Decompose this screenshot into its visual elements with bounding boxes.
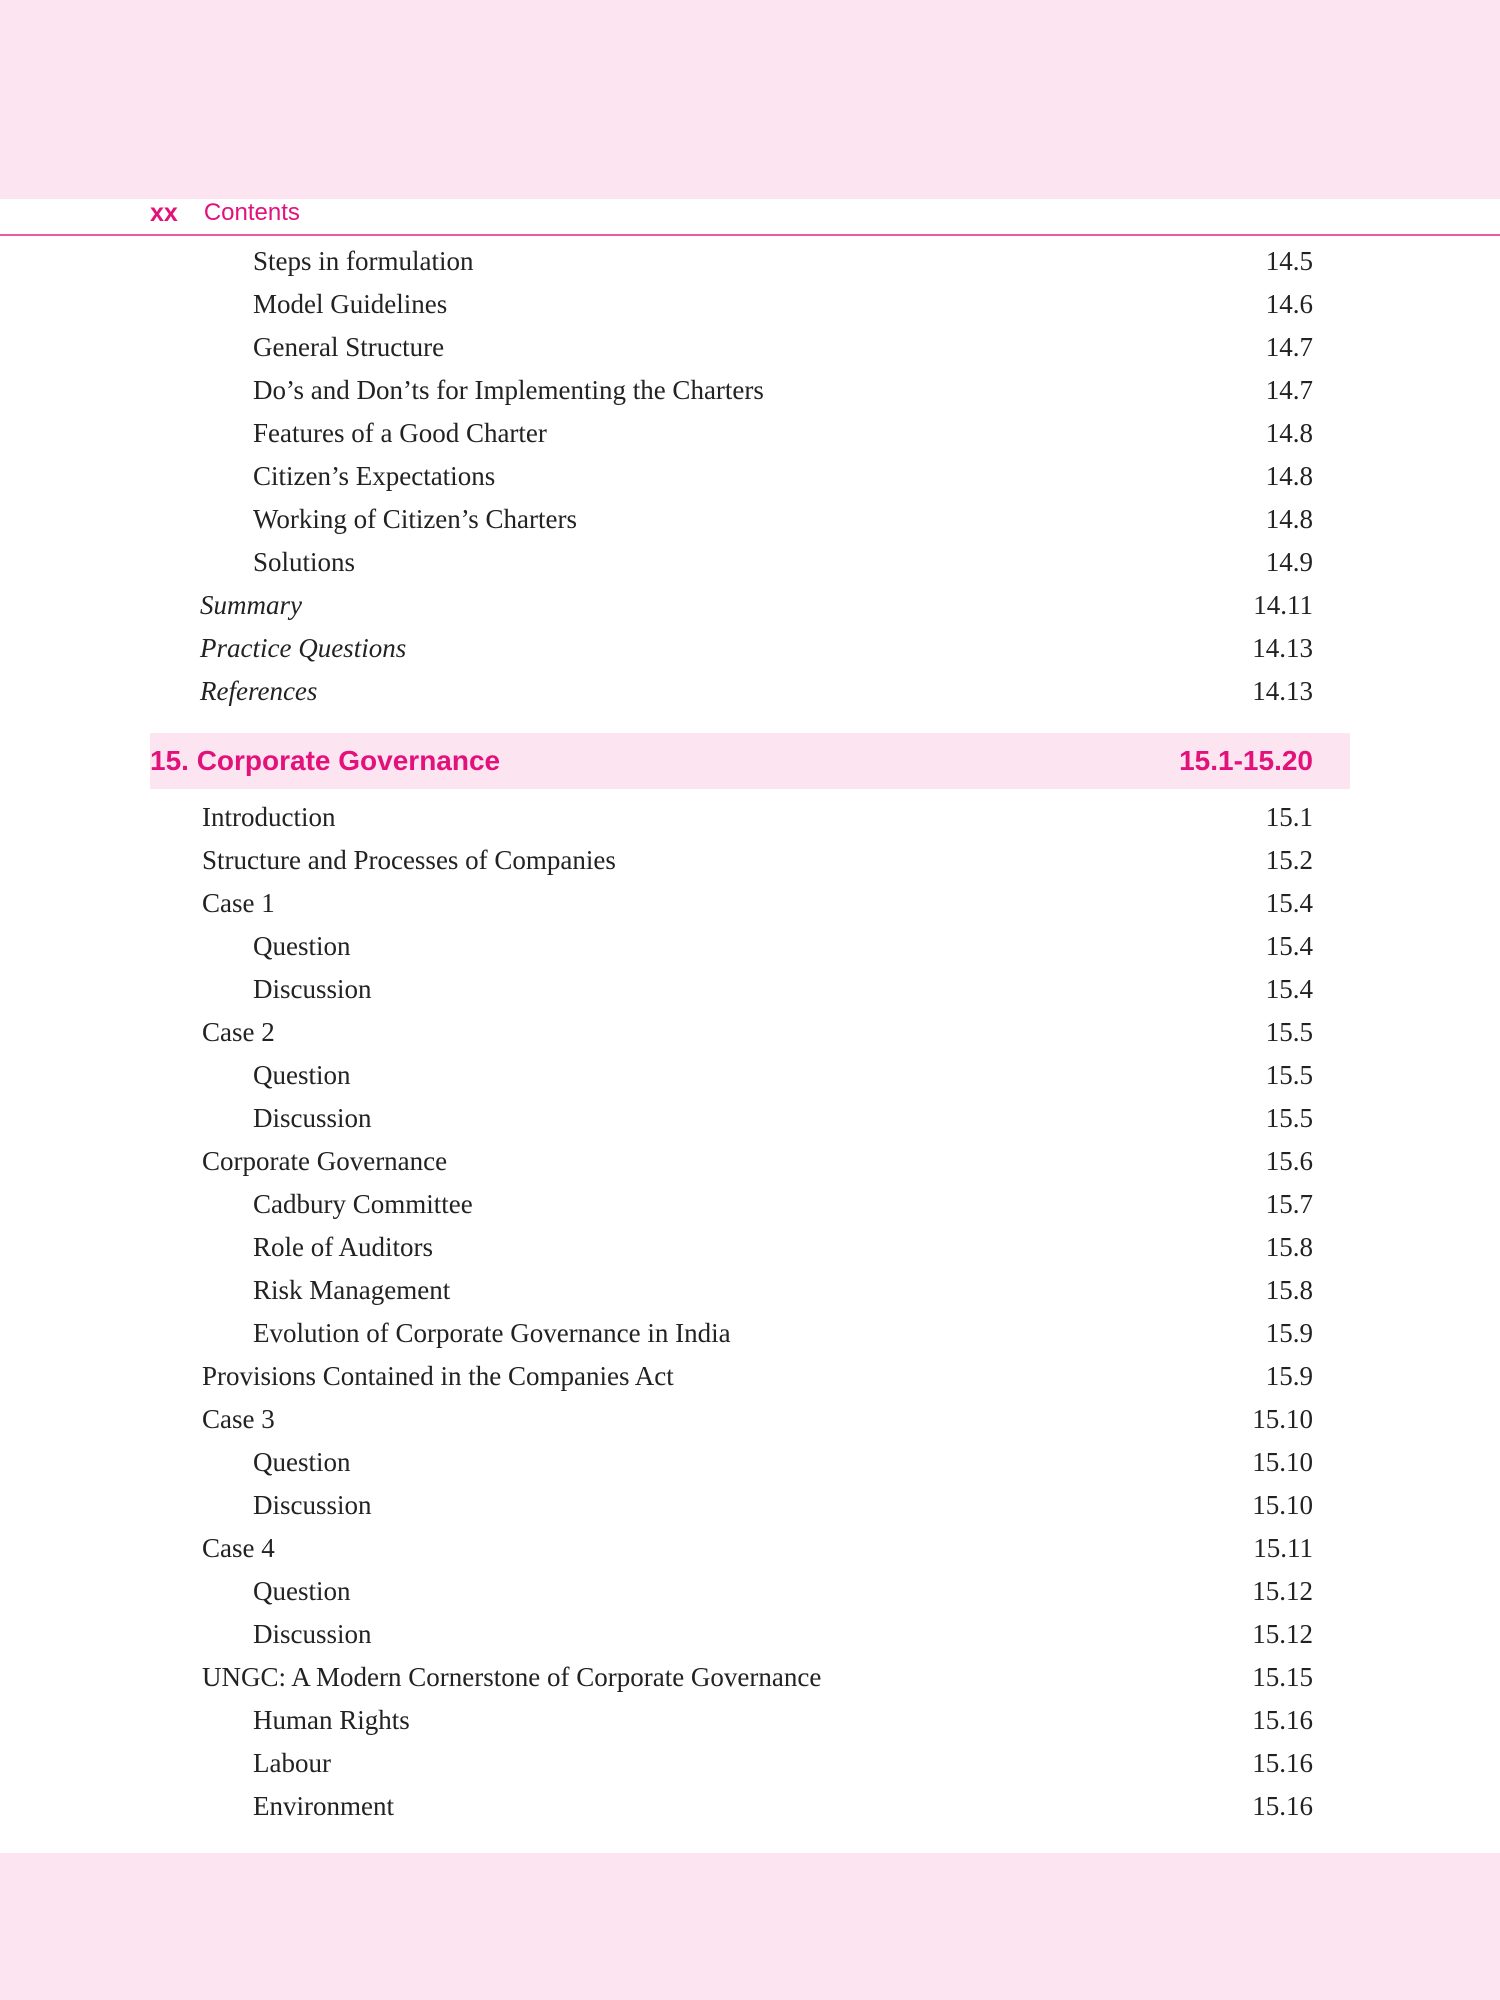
toc-entry[interactable]: [253, 240, 1313, 283]
toc-entry[interactable]: [202, 1140, 1313, 1183]
toc-entry-page: 15.8: [1265, 1232, 1313, 1262]
toc-entry-page: 14.5: [1265, 246, 1313, 276]
toc-entry[interactable]: [202, 1398, 1313, 1441]
chapter-title: 15. Corporate Governance: [150, 745, 501, 776]
toc-entry-label: Features of a Good Charter: [253, 418, 547, 448]
toc-entry[interactable]: [253, 369, 1313, 412]
toc-entry-label: Discussion: [253, 1103, 372, 1133]
toc-entry-practice-questions[interactable]: [200, 627, 1313, 670]
toc-entry[interactable]: [253, 412, 1313, 455]
toc-entry-label: Case 3: [202, 1404, 275, 1434]
toc-entry[interactable]: [202, 839, 1313, 882]
toc-entry-label: Question: [253, 1576, 351, 1606]
toc-entry-label: Practice Questions: [200, 633, 407, 663]
toc-entry-page: 15.5: [1265, 1017, 1313, 1047]
toc-entry[interactable]: [202, 1011, 1313, 1054]
toc-entry-label: Cadbury Committee: [253, 1189, 473, 1219]
toc-entry-page: 14.8: [1265, 418, 1313, 448]
toc-entry[interactable]: [202, 1355, 1313, 1398]
toc-entry-label: Case 4: [202, 1533, 275, 1563]
toc-entry-page: 15.2: [1265, 845, 1313, 875]
toc-entry-page: 15.10: [1252, 1447, 1313, 1477]
toc-entry[interactable]: [253, 326, 1313, 369]
toc-entry[interactable]: [253, 1269, 1313, 1312]
header-rule: [0, 234, 1500, 236]
chapter-page-range: 15.1-15.20: [1179, 745, 1313, 776]
toc-entry-label: References: [200, 676, 318, 706]
toc-entry-page: 15.10: [1252, 1490, 1313, 1520]
toc-entry-page: 14.8: [1265, 504, 1313, 534]
toc-entry[interactable]: [202, 1527, 1313, 1570]
toc-entry-page: 15.16: [1252, 1748, 1313, 1778]
chapter-heading[interactable]: [150, 733, 1313, 789]
toc-entry[interactable]: [253, 1441, 1313, 1484]
toc-entry[interactable]: [253, 1570, 1313, 1613]
toc-entry[interactable]: [253, 1183, 1313, 1226]
toc-entry[interactable]: [253, 1785, 1313, 1828]
toc-entry-label: Question: [253, 1447, 351, 1477]
toc-entry-summary[interactable]: [200, 584, 1313, 627]
toc-entry-page: 15.4: [1265, 931, 1313, 961]
toc-entry[interactable]: [253, 455, 1313, 498]
toc-entry-page: 14.13: [1252, 633, 1313, 663]
toc-entry-label: Case 2: [202, 1017, 275, 1047]
toc-entry[interactable]: [202, 1656, 1313, 1699]
toc-entry-page: 14.7: [1265, 332, 1313, 362]
toc-entry-page: 14.8: [1265, 461, 1313, 491]
toc-entry-label: Risk Management: [253, 1275, 451, 1305]
top-margin-band: [0, 0, 1500, 199]
toc-entry-page: 15.15: [1252, 1662, 1313, 1692]
toc-entry-page: 15.9: [1265, 1361, 1313, 1391]
toc-entry-page: 15.16: [1252, 1791, 1313, 1821]
toc-entry[interactable]: [253, 968, 1313, 1011]
toc-entry[interactable]: [253, 283, 1313, 326]
toc-entry[interactable]: [253, 1312, 1313, 1355]
toc-entry-references[interactable]: [200, 670, 1313, 713]
toc-entry-page: 15.8: [1265, 1275, 1313, 1305]
toc-entry[interactable]: [253, 925, 1313, 968]
toc-entry[interactable]: [253, 1613, 1313, 1656]
toc-entry-label: Role of Auditors: [253, 1232, 433, 1262]
toc-entry-label: Provisions Contained in the Companies Act: [202, 1361, 674, 1391]
toc-entry-page: 15.1: [1265, 802, 1313, 832]
toc-entry-page: 15.12: [1252, 1576, 1313, 1606]
toc-entry-page: 14.11: [1253, 590, 1313, 620]
toc-entry[interactable]: [202, 796, 1313, 839]
toc-entry-page: 15.4: [1265, 974, 1313, 1004]
toc-entry-page: 14.7: [1265, 375, 1313, 405]
toc-entry-page: 15.12: [1252, 1619, 1313, 1649]
toc-entry[interactable]: [253, 498, 1313, 541]
toc-entry-label: Discussion: [253, 1490, 372, 1520]
toc-entry-page: 15.10: [1252, 1404, 1313, 1434]
toc-entry-page: 15.16: [1252, 1705, 1313, 1735]
toc-entry[interactable]: [253, 1054, 1313, 1097]
toc-entry[interactable]: [202, 882, 1313, 925]
toc-entry-label: Case 1: [202, 888, 275, 918]
toc-entry-label: Summary: [200, 590, 302, 620]
toc-entry-label: Human Rights: [253, 1705, 410, 1735]
toc-entry-page: 14.6: [1265, 289, 1313, 319]
toc-entry[interactable]: [253, 1742, 1313, 1785]
toc-entry-page: 15.5: [1265, 1103, 1313, 1133]
toc-entry-label: Introduction: [202, 802, 336, 832]
toc-entry-label: Environment: [253, 1791, 394, 1821]
toc-entry-page: 15.4: [1265, 888, 1313, 918]
toc-entry-page: 15.5: [1265, 1060, 1313, 1090]
section-name: Contents: [203, 199, 300, 226]
toc-entry[interactable]: [253, 1484, 1313, 1527]
bottom-margin-band: [0, 1853, 1500, 2000]
toc-entry-page: 14.13: [1252, 676, 1313, 706]
toc-entry-label: Evolution of Corporate Governance in India: [253, 1318, 731, 1348]
toc-entry-page: 14.9: [1265, 547, 1313, 577]
toc-entry[interactable]: [253, 541, 1313, 584]
toc-entry-label: Question: [253, 931, 351, 961]
toc-entry-page: 15.9: [1265, 1318, 1313, 1348]
toc-entry-label: Model Guidelines: [253, 289, 448, 319]
toc-entry-label: Do’s and Don’ts for Implementing the Charters: [253, 375, 764, 405]
running-head: [150, 196, 300, 230]
toc-entry-label: Corporate Governance: [202, 1146, 448, 1176]
toc-entry[interactable]: [253, 1097, 1313, 1140]
toc-entry-label: General Structure: [253, 332, 445, 362]
toc-entry-page: 15.7: [1265, 1189, 1313, 1219]
toc-entry-label: Steps in formulation: [253, 246, 474, 276]
toc-entry-page: 15.6: [1265, 1146, 1313, 1176]
toc-entry-label: UNGC: A Modern Cornerstone of Corporate Governance: [202, 1662, 822, 1692]
toc-entry[interactable]: [253, 1699, 1313, 1742]
toc-entry-label: Structure and Processes of Companies: [202, 845, 616, 875]
toc-entry-label: Discussion: [253, 974, 372, 1004]
toc-entry-page: 15.11: [1253, 1533, 1313, 1563]
toc-entry-label: Discussion: [253, 1619, 372, 1649]
toc-entry[interactable]: [253, 1226, 1313, 1269]
page-number: xx: [150, 198, 178, 227]
toc-entry-label: Citizen’s Expectations: [253, 461, 496, 491]
toc-entry-label: Question: [253, 1060, 351, 1090]
toc-entry-label: Labour: [253, 1748, 331, 1778]
toc-entry-label: Solutions: [253, 547, 356, 577]
toc-entry-label: Working of Citizen’s Charters: [253, 504, 578, 534]
